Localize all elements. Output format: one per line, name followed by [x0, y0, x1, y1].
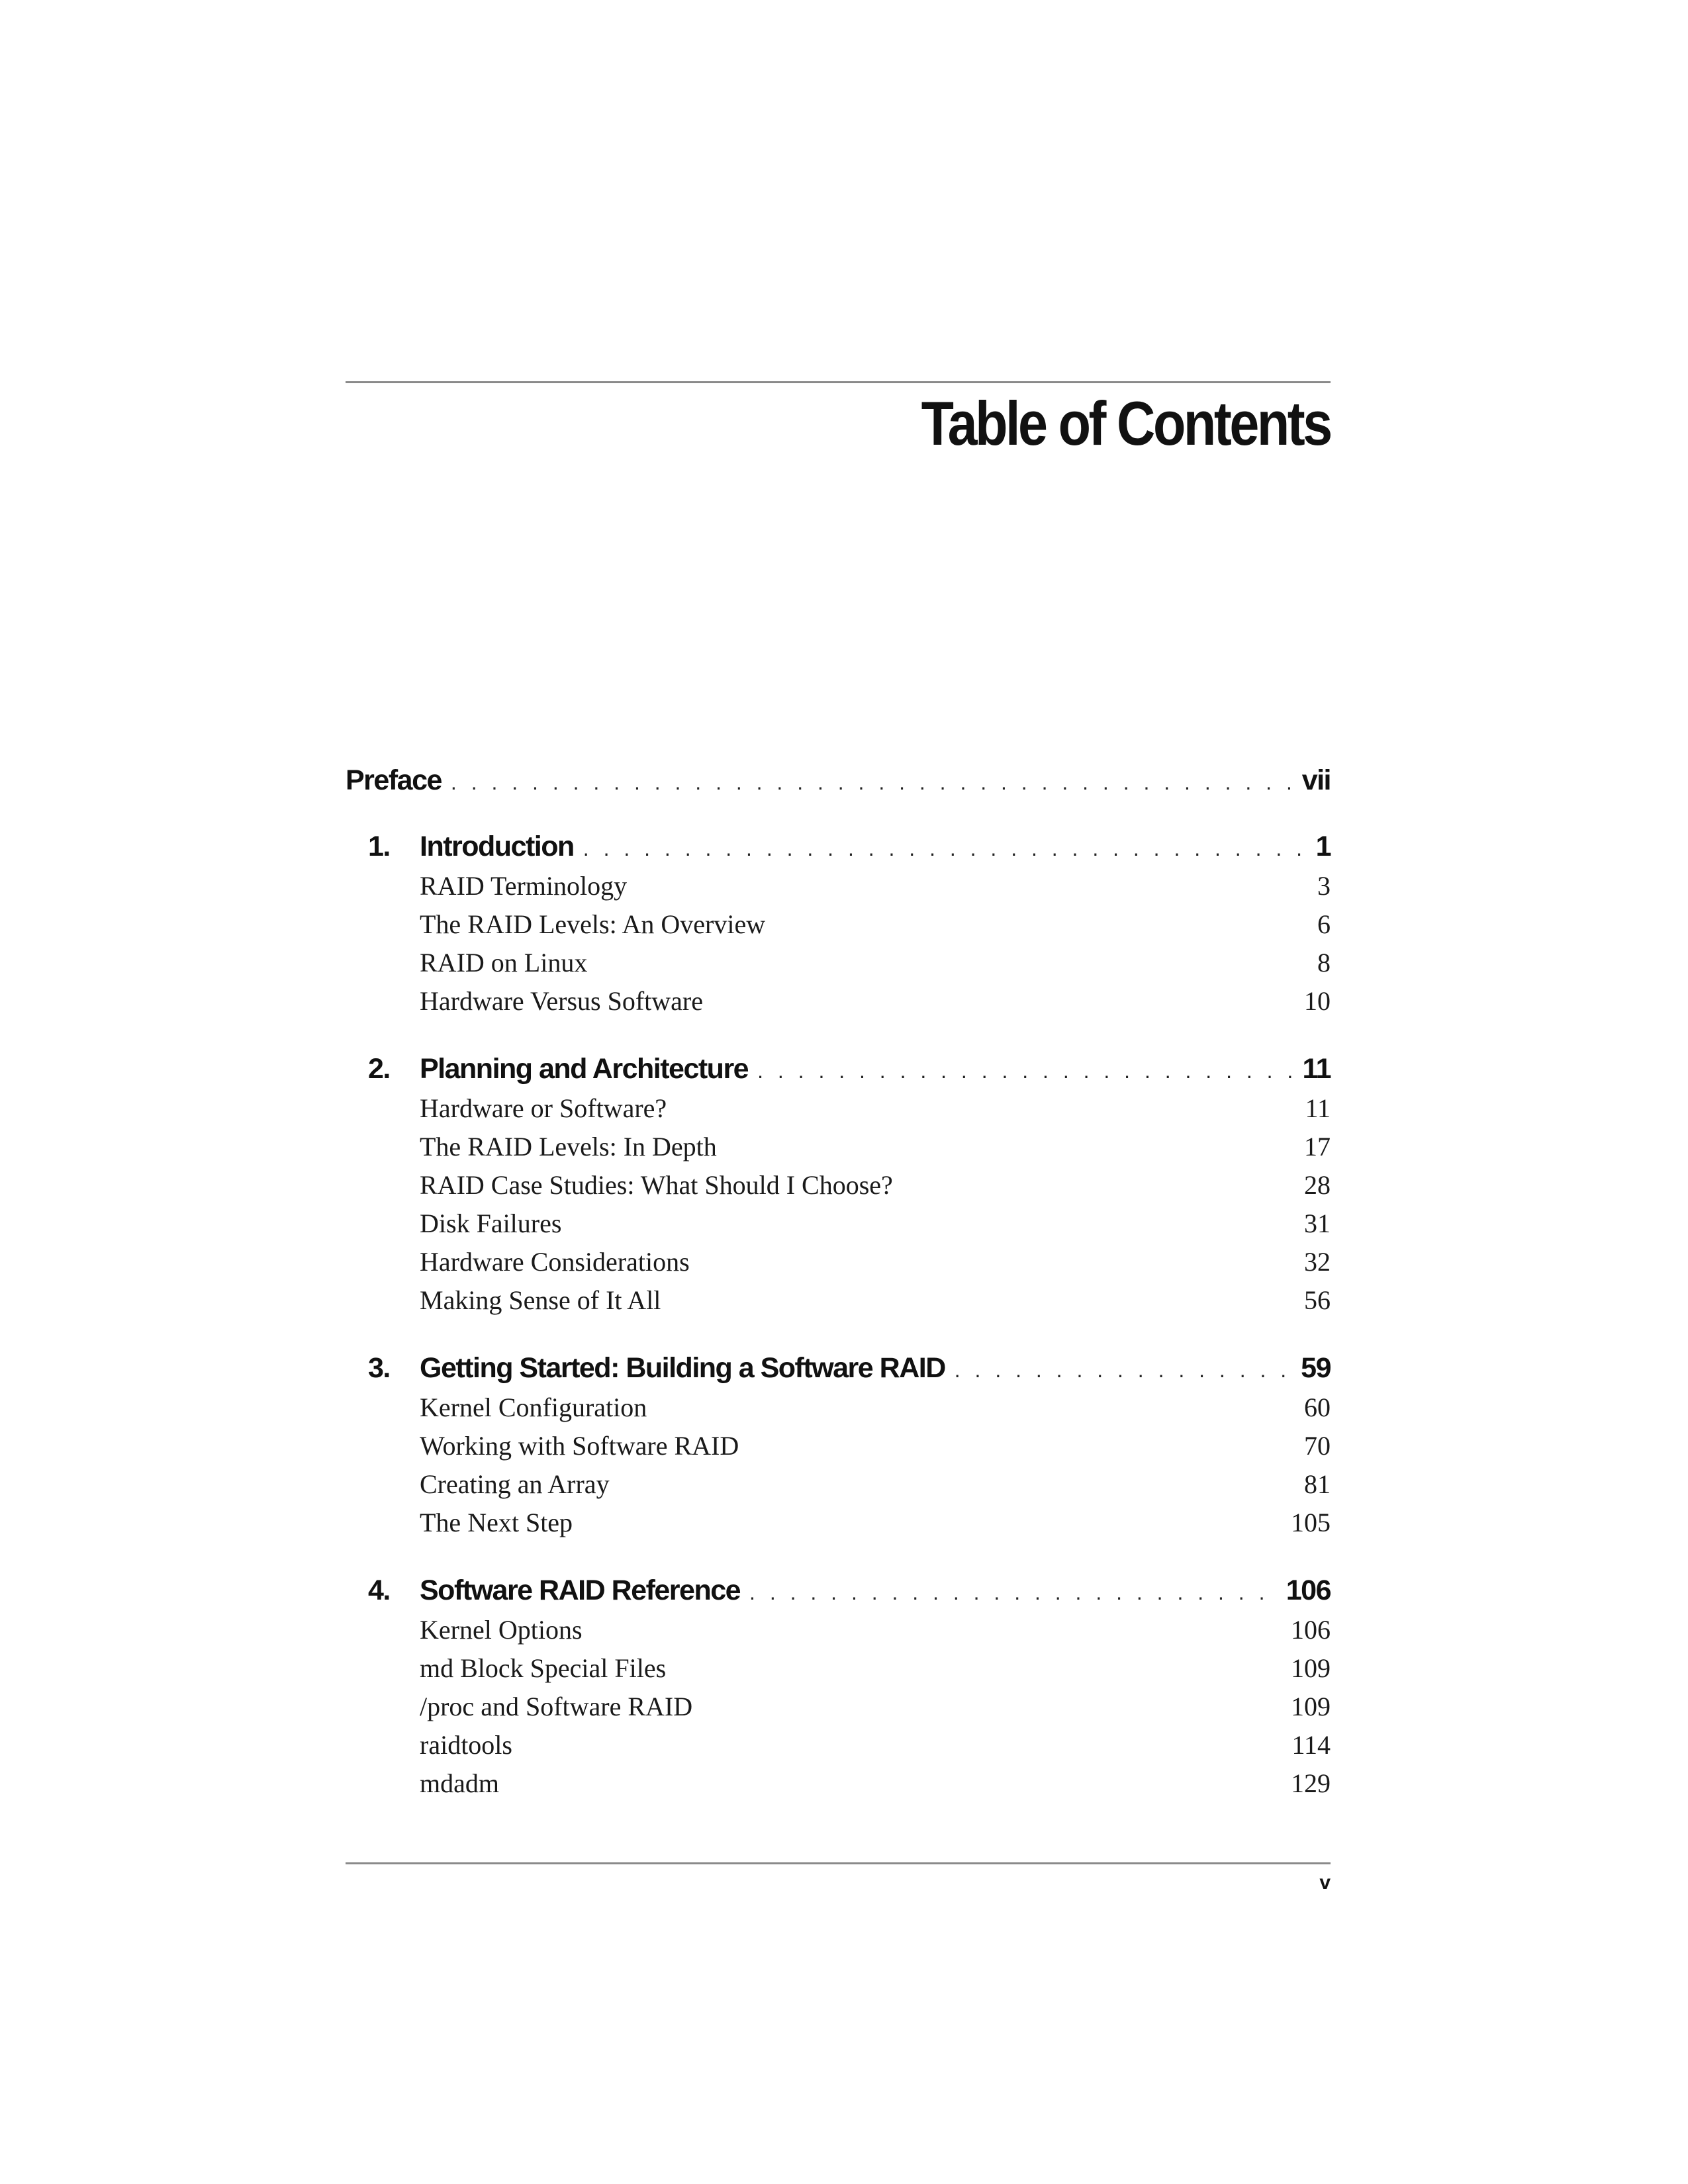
- chapter-number: 4.: [368, 1574, 390, 1606]
- section-entry[interactable]: [420, 905, 1331, 944]
- section-title: RAID Case Studies: What Should I Choose?: [420, 1170, 893, 1200]
- section-entry[interactable]: [420, 1504, 1331, 1542]
- section-page: 10: [1304, 986, 1331, 1016]
- section-page: 17: [1304, 1132, 1331, 1161]
- section-entry[interactable]: [420, 1764, 1331, 1803]
- chapter-heading[interactable]: [346, 1570, 1331, 1611]
- section-title: RAID on Linux: [420, 948, 588, 978]
- chapter-title: Planning and Architecture: [420, 1053, 749, 1085]
- section-page: 31: [1304, 1208, 1331, 1238]
- section-page: 70: [1304, 1431, 1331, 1461]
- section-page: 81: [1304, 1469, 1331, 1499]
- section-page: 109: [1291, 1653, 1331, 1683]
- section-page: 60: [1304, 1392, 1331, 1422]
- section-title: Making Sense of It All: [420, 1285, 661, 1315]
- section-title: Kernel Configuration: [420, 1392, 647, 1422]
- dot-leader: [955, 1349, 1291, 1390]
- chapter-number: 1.: [368, 831, 390, 862]
- chapter-heading[interactable]: [346, 1347, 1331, 1388]
- section-entry[interactable]: [420, 1388, 1331, 1427]
- section-page: 28: [1304, 1170, 1331, 1200]
- section-entry[interactable]: [420, 867, 1331, 905]
- section-page: 114: [1291, 1730, 1331, 1760]
- page-title: Table of Contents: [921, 388, 1331, 458]
- section-list: [420, 1388, 1331, 1542]
- section-page: 56: [1304, 1285, 1331, 1315]
- section-entry[interactable]: [420, 1166, 1331, 1205]
- chapter-3: [346, 1347, 1331, 1542]
- chapter-heading[interactable]: [346, 1048, 1331, 1089]
- section-title: The RAID Levels: An Overview: [420, 909, 766, 939]
- section-title: Hardware Versus Software: [420, 986, 704, 1016]
- section-title: Hardware or Software?: [420, 1093, 667, 1123]
- bottom-rule: [346, 1862, 1331, 1864]
- preface-page: vii: [1301, 764, 1331, 796]
- dot-leader: [451, 762, 1293, 803]
- section-entry[interactable]: [420, 982, 1331, 1021]
- top-rule: [346, 381, 1331, 383]
- page-number: v: [1319, 1872, 1331, 1893]
- chapter-heading[interactable]: [346, 826, 1331, 867]
- section-entry[interactable]: [420, 1128, 1331, 1166]
- section-entry[interactable]: [420, 1205, 1331, 1243]
- section-page: 105: [1291, 1508, 1331, 1537]
- section-title: The RAID Levels: In Depth: [420, 1132, 717, 1161]
- chapter-list: [346, 826, 1331, 1803]
- section-page: 8: [1317, 948, 1331, 978]
- section-entry[interactable]: [420, 1243, 1331, 1281]
- chapter-page: 11: [1302, 1053, 1331, 1085]
- section-entry[interactable]: [420, 944, 1331, 982]
- dot-leader: [757, 1050, 1293, 1091]
- toc-entry-preface[interactable]: [346, 760, 1331, 801]
- section-list: [420, 867, 1331, 1021]
- chapter-page: 1: [1315, 831, 1331, 862]
- section-title: Creating an Array: [420, 1469, 610, 1499]
- section-list: [420, 1089, 1331, 1320]
- dot-leader: [749, 1572, 1277, 1613]
- chapter-number: 3.: [368, 1352, 390, 1384]
- section-page: 11: [1305, 1093, 1331, 1123]
- chapter-page: 106: [1286, 1574, 1331, 1606]
- section-page: 106: [1291, 1615, 1331, 1645]
- section-title: Kernel Options: [420, 1615, 583, 1645]
- chapter-number: 2.: [368, 1053, 390, 1085]
- section-title: mdadm: [420, 1768, 499, 1798]
- section-page: 129: [1291, 1768, 1331, 1798]
- section-title: raidtools: [420, 1730, 512, 1760]
- chapter-page: 59: [1301, 1352, 1331, 1384]
- section-page: 3: [1317, 871, 1331, 901]
- section-entry[interactable]: [420, 1465, 1331, 1504]
- chapter-4: [346, 1570, 1331, 1803]
- section-entry[interactable]: [420, 1611, 1331, 1649]
- section-title: Hardware Considerations: [420, 1247, 690, 1277]
- section-page: 32: [1304, 1247, 1331, 1277]
- section-entry[interactable]: [420, 1089, 1331, 1128]
- section-title: md Block Special Files: [420, 1653, 667, 1683]
- chapter-title: Software RAID Reference: [420, 1574, 741, 1606]
- section-entry[interactable]: [420, 1427, 1331, 1465]
- section-list: [420, 1611, 1331, 1803]
- chapter-title: Getting Started: Building a Software RAID: [420, 1352, 945, 1384]
- section-title: Disk Failures: [420, 1208, 562, 1238]
- section-entry[interactable]: [420, 1726, 1331, 1764]
- chapter-title: Introduction: [420, 831, 574, 862]
- section-page: 109: [1291, 1692, 1331, 1721]
- chapter-1: [346, 826, 1331, 1021]
- section-title: RAID Terminology: [420, 871, 628, 901]
- section-entry[interactable]: [420, 1649, 1331, 1688]
- section-title: /proc and Software RAID: [420, 1692, 693, 1721]
- dot-leader: [583, 828, 1307, 869]
- chapter-2: [346, 1048, 1331, 1320]
- section-title: The Next Step: [420, 1508, 573, 1537]
- section-entry[interactable]: [420, 1281, 1331, 1320]
- section-entry[interactable]: [420, 1688, 1331, 1726]
- table-of-contents: [346, 760, 1331, 1803]
- section-title: Working with Software RAID: [420, 1431, 739, 1461]
- preface-title: Preface: [346, 764, 442, 796]
- section-page: 6: [1317, 909, 1331, 939]
